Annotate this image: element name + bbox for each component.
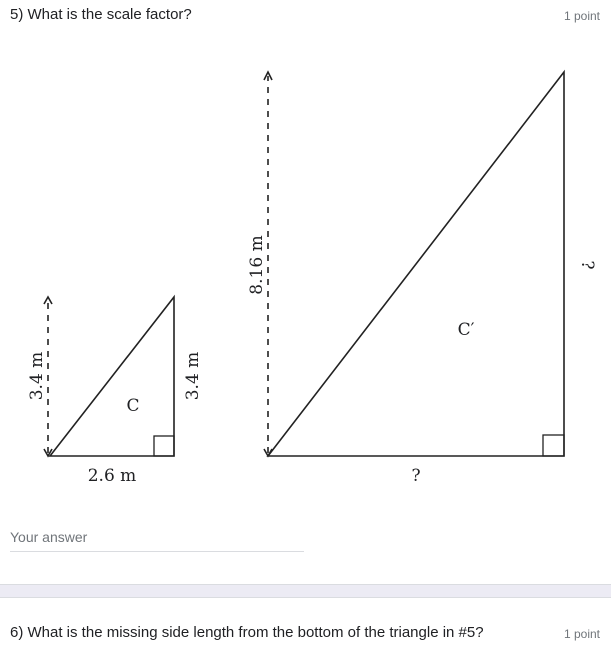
small-left-dimension: 3.4 m [27,351,47,401]
small-triangle [27,297,203,486]
triangle-figure [0,40,611,500]
question-5-points: 1 point [563,9,600,23]
question-5-title: 5) What is the scale factor? [10,6,192,23]
section-divider [0,584,611,598]
large-right-dimension: ? [577,260,597,270]
large-bottom-dimension: ? [411,466,421,486]
large-triangle-label: C′ [457,320,475,340]
large-triangle [247,72,597,486]
small-triangle-label: C [126,396,140,416]
question-6-points: 1 point [563,627,600,641]
question-6-title: 6) What is the missing side length from the bottom of the triangle in #5? [10,624,484,641]
small-right-dimension: 3.4 m [183,351,203,401]
answer-input[interactable]: Your answer [10,529,304,552]
large-left-dimension: 8.16 m [247,235,267,295]
small-bottom-dimension: 2.6 m [87,466,137,486]
